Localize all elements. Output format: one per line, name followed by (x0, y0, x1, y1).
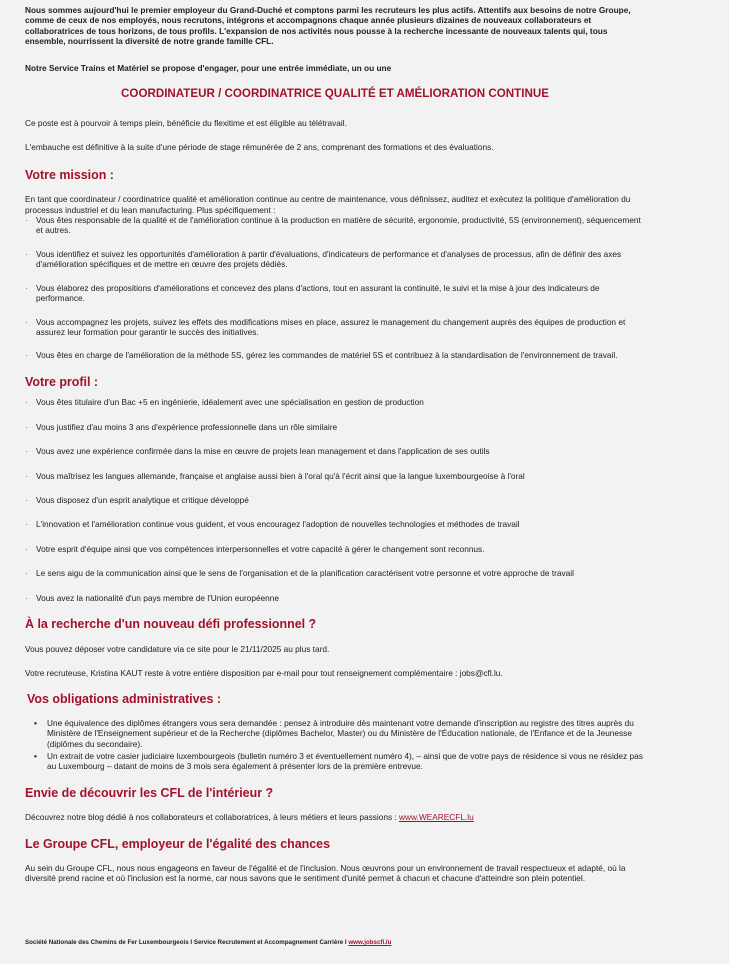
list-item: · Vous avez la nationalité d'un pays membre de l'Union européenne (25, 593, 645, 603)
apply-deadline: Vous pouvez déposer votre candidature via ce site pour le 21/11/2025 au plus tard. (25, 643, 330, 654)
blog-text: Découvrez notre blog dédié à nos collaborateurs et collaboratrices, à leurs métiers et leurs passions : (25, 812, 400, 823)
job-offer-content (25, 5, 645, 884)
list-item: · Vous êtes responsable de la qualité et de l'amélioration continue à la production en matière de sécurité, ergonomie, productivité, 5S (environnement), séquencement et autres. (25, 215, 645, 236)
list-item: · Votre esprit d'équipe ainsi que vos compétences interpersonnelles et votre capacité à gérer le changement sont reconnus. (25, 544, 645, 554)
mission-list (25, 215, 645, 361)
blog-link[interactable]: www.WEARECFL.lu (399, 812, 474, 823)
blog-heading: Envie de découvrir les CFL de l'intérieur ? (25, 785, 274, 800)
obligations-heading: Vos obligations administratives : (27, 692, 221, 707)
equality-text: Au sein du Groupe CFL, nous nous engageons en faveur de l'égalité et de l'inclusion. Nous œuvrons pour un environnement de travail respectueux et adapté, où la diversité prend racine et où l'inclusion est la norme, car nous savons que le sentiment d'unité permet à chacun et chacune d'atteindre son plein potentiel. (25, 862, 626, 884)
apply-heading: À la recherche d'un nouveau défi professionnel ? (25, 617, 317, 632)
profile-heading: Votre profil : (25, 374, 99, 389)
blog-text-line (25, 812, 645, 822)
footer-link[interactable]: www.jobscfl.lu (348, 939, 392, 946)
list-item: · Vous identifiez et suivez les opportunités d'amélioration à partir d'évaluations, d'indicateurs de performance et d'analyses de processus, afin de définir des axes d'amélioration spécifiques et de mettre en œuvre des projets dédiés. (25, 249, 645, 270)
intro-paragraph: Nous sommes aujourd'hui le premier employeur du Grand-Duché et comptons parmi les recruteurs les plus actifs. Attentifs aux besoins de notre Groupe, comme de ceux de nos employés, nous recrutons, intégrons et accompagnons chaque année plusieurs dizaines de nouveaux collaborateurs et collaboratrices de tous horizons, de tous profils. L'expansion de nos activités nous pousse à la recherche incessante de nouveaux talents qui, tous ensemble, nourrissent la diversité de notre grande famille CFL. (25, 5, 631, 47)
mission-intro: En tant que coordinateur / coordinatrice qualité et amélioration continue au centre de maintenance, vous définissez, auditez et exécutez la politique d'amélioration du processus industriel et du lean manufacturing. Plus spécifiquement : (25, 194, 631, 215)
list-item: • Une équivalence des diplômes étrangers vous sera demandée : pensez à introduire dès maintenant votre demande d'inscription au registre des titres auprès du Ministère de l'Enseignement supérieur et de la Recherche (diplômes Bachelor, Master) ou du Ministère de l'Éducation nationale, de l'Enfance et de la Jeunesse (diplômes du secondaire). (47, 718, 645, 749)
list-item: • Un extrait de votre casier judiciaire luxembourgeois (bulletin numéro 3 et éventuellement numéro 4), – ainsi que de votre pays de résidence si vous ne résidez pas au Luxembourg – datant de moins de 3 mois sera également à présenter lors de la première entrevue. (47, 751, 645, 772)
list-item: · Vous êtes en charge de l'amélioration de la méthode 5S, gérez les commandes de matériel 5S et contribuez à la standardisation de l'environnement de travail. (25, 350, 645, 360)
list-item: · Vous maîtrisez les langues allemande, française et anglaise aussi bien à l'oral qu'à l'écrit ainsi que la langue luxembourgeoise à l'oral (25, 471, 645, 481)
fulltime-condition: Ce poste est à pourvoir à temps plein, bénéficie du flexitime et est éligible au télétravail. (25, 118, 347, 129)
mission-heading: Votre mission : (25, 167, 114, 182)
list-item: · Vous élaborez des propositions d'améliorations et concevez des plans d'actions, tout en assurant la continuité, le suivi et la mise à jour des indicateurs de performance. (25, 283, 645, 304)
list-item: · Vous avez une expérience confirmée dans la mise en œuvre de projets lean management et dans l'application de ses outils (25, 446, 645, 456)
footer (25, 939, 391, 947)
list-item: · Vous êtes titulaire d'un Bac +5 en ingénierie, idéalement avec une spécialisation en gestion de production (25, 397, 645, 407)
list-item: · Vous accompagnez les projets, suivez les effets des modifications mises en place, assurez le management du changement auprès des équipes de production et assurez leur formation pour garantir le succès des initiatives. (25, 317, 645, 338)
profile-list (25, 397, 645, 603)
equality-heading: Le Groupe CFL, employeur de l'égalité des chances (25, 836, 330, 851)
list-item: · L'innovation et l'amélioration continue vous guident, et vous encouragez l'adoption de nouvelles technologies et méthodes de travail (25, 519, 645, 529)
list-item: · Vous disposez d'un esprit analytique et critique développé (25, 495, 645, 505)
footer-text: Société Nationale des Chemins de Fer Luxembourgeois I Service Recrutement et Accompagnement Carrière I (25, 939, 349, 946)
recruiter-contact: Votre recruteuse, Kristina KAUT reste à votre entière disposition par e-mail pour tout renseignement complémentaire : jobs@cfl.lu. (25, 667, 503, 678)
list-item: · Le sens aigu de la communication ainsi que le sens de l'organisation et de la planification caractérisent votre personne et votre approche de travail (25, 568, 645, 578)
obligations-list (25, 718, 645, 772)
lead-sentence: Notre Service Trains et Matériel se propose d'engager, pour une entrée immédiate, un ou une (25, 62, 392, 73)
list-item: · Vous justifiez d'au moins 3 ans d'expérience professionnelle dans un rôle similaire (25, 422, 645, 432)
permanent-condition: L'embauche est définitive à la suite d'une période de stage rémunérée de 2 ans, comprenant des formations et des évaluations. (25, 142, 494, 153)
job-title: COORDINATEUR / COORDINATRICE QUALITÉ ET AMÉLIORATION CONTINUE (121, 87, 549, 101)
